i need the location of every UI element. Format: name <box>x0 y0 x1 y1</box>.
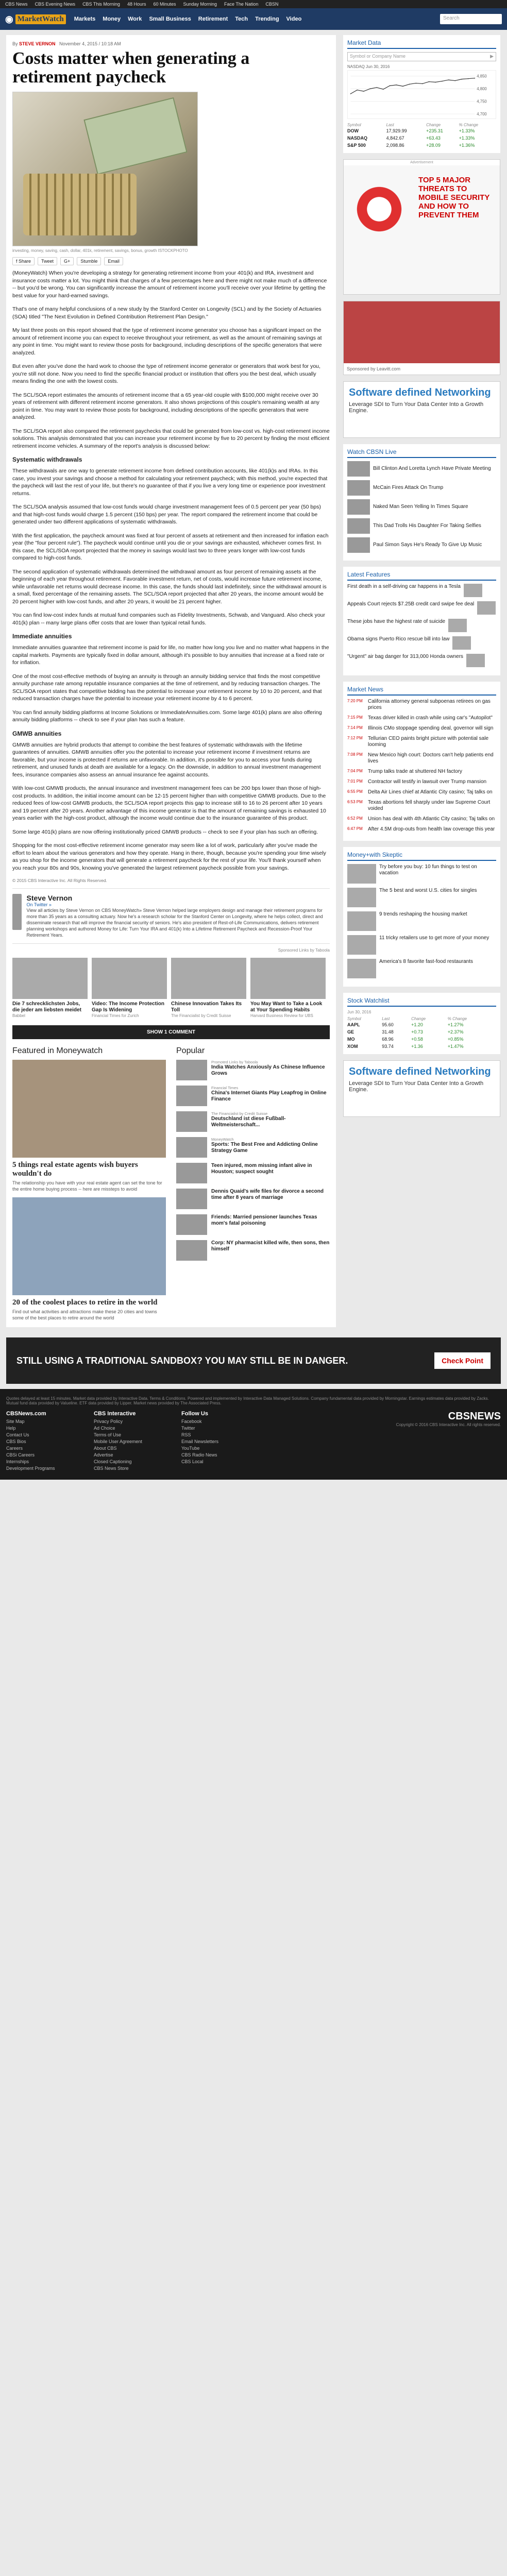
page-body <box>0 30 507 1332</box>
data-point <box>454 80 455 81</box>
footer-link[interactable]: Internships <box>6 1459 29 1464</box>
image-caption: investing, money, saving, cash, dollar, 401k, retirement, savings, bonus, growth ISTOCKPHOTO <box>12 248 188 253</box>
topbar-link[interactable]: 60 Minutes <box>153 2 176 7</box>
news-item[interactable]: 7:20 PM California attorney general subpoenas retirees on gas prices <box>347 699 491 710</box>
popular-item[interactable]: Teen injured, mom missing infant alive in Houston; suspect sought <box>176 1163 330 1183</box>
article <box>6 35 336 1327</box>
data-point <box>376 87 377 88</box>
twitter-link[interactable]: On Twitter » <box>26 902 52 907</box>
facebook-share-button[interactable]: f Share <box>12 257 35 265</box>
mm-item[interactable]: The 5 best and worst U.S. cities for singles <box>347 888 496 907</box>
data-point <box>429 81 430 82</box>
moneywatch-box: Money+with Skeptic Try before you buy: 10 fun things to test on vacation The 5 best and worst U.S. cities for singles 9 trends reshaping the housing market 11 tricky retailers use to get more of your money America's 8 favorite fast-food restaurants <box>343 847 500 987</box>
footer-link[interactable]: Mobile User Agreement <box>94 1439 143 1444</box>
video-item[interactable]: Bill Clinton And Loretta Lynch Have Private Meeting <box>347 461 496 477</box>
market-data <box>343 35 500 153</box>
nav-item[interactable]: Tech <box>235 16 248 22</box>
video-item[interactable]: Paul Simon Says He's Ready To Give Up Music <box>347 537 496 553</box>
footer-col: CBSNews.com Site Map Help Contact Us CBS Bios Careers CBSi Careers Internships Development Programs <box>6 1411 83 1472</box>
data-point <box>370 88 371 89</box>
quote-search-input[interactable]: Symbol or Company Name ▶ <box>347 52 496 61</box>
footer-copyright: Copyright © 2016 CBS Interactive Inc. All rights reserved. <box>396 1422 501 1427</box>
footer-link[interactable]: Terms of Use <box>94 1432 122 1437</box>
news-item[interactable]: 6:53 PM Texas abortions fell sharply under law Supreme Court voided <box>347 800 491 811</box>
author-box <box>12 888 330 944</box>
footer-link[interactable]: Site Map <box>6 1419 25 1424</box>
author-photo <box>12 894 22 930</box>
paragraph: One of the most cost-effective methods of buying an annuity is through an annuity bidding service that finds the most competitive annuity purchase rate among reputable insurance companies at the time of retirement, and by reducing transaction charges. The SCL/SOA report states that competitive bidding has the potential to increase your retirement income by 10 to 20 percent, and that reduced transaction charges have the potential to increase your retirement income by 4 to 6 percent. <box>12 673 322 702</box>
nav-item[interactable]: Retirement <box>198 16 228 22</box>
go-icon[interactable]: ▶ <box>490 54 494 59</box>
watch-row[interactable]: MO 68.96 +0.58 +0.85% <box>347 1037 464 1042</box>
site-logo[interactable]: ◉ MarketWatch <box>5 14 66 25</box>
cbs-eye-icon: ◉ <box>5 13 13 24</box>
footer-link[interactable]: Contact Us <box>6 1432 29 1437</box>
footer-link[interactable]: CBS Bios <box>6 1439 26 1444</box>
news-item[interactable]: 6:52 PM Union has deal with 4th Atlantic City casino; Taj talks on <box>347 816 495 822</box>
news-item[interactable]: 7:08 PM New Mexico high court: Doctors can't help patients end lives <box>347 752 494 764</box>
byline: By STEVE VERNON November 4, 2015 / 10:18 AM <box>12 41 121 46</box>
email-button[interactable]: Email <box>104 257 123 265</box>
article-title: Costs matter when generating a retirement paycheck <box>12 49 250 87</box>
data-point <box>415 83 416 84</box>
network-bar <box>0 0 507 8</box>
paragraph: Immediate annuities guarantee that retirement income is paid for life, no matter how long you live and no matter what happens in the capital markets. Payments are typically fixed in dollar amount, although it's possible to buy annuities that increase at a fixed rate or for inflation. <box>12 645 329 666</box>
footer-col: Follow Us Facebook Twitter RSS Email Newsletters YouTube CBS Radio News CBS Local <box>181 1411 259 1472</box>
topbar-link[interactable]: CBS Evening News <box>35 2 76 7</box>
latest-features: Latest Features First death in a self-driving car happens in a Tesla Appeals Court rejects $7.25B credit card swipe fee deal These jobs have the highest rate of suicide Obama signs Puerto Rico rescue bill into law "Urgent" air bag danger for 313,000 Honda owners <box>343 567 500 675</box>
data-point <box>461 79 462 80</box>
data-point <box>350 93 351 94</box>
featured-desc: Find out what activities and attractions make these 20 cities and towns some of the best places to retire around the world <box>12 1309 157 1320</box>
footer-link[interactable]: CBS News Store <box>94 1466 129 1471</box>
data-point <box>390 86 391 87</box>
popular-item[interactable]: Promoted Links by Taboola India Watches Anxiously As Chinese Influence Grows <box>176 1060 330 1080</box>
promo-row <box>12 958 330 1018</box>
popular-item[interactable]: The Financialist by Credit Suisse Deutschland ist diese Fußball-Weltmeisterschaft... <box>176 1111 330 1132</box>
feature-item[interactable]: Appeals Court rejects $7.25B credit card swipe fee deal <box>347 601 496 615</box>
mm-item[interactable]: Try before you buy: 10 fun things to test on vacation <box>347 864 496 884</box>
share-bar <box>12 257 330 265</box>
footer-link[interactable]: Twitter <box>181 1426 195 1431</box>
main-nav <box>0 8 507 30</box>
paragraph: GMWB annuities are hybrid products that attempt to combine the best features of systematic withdrawals with the lifetime guarantees of annuities. GMWB annuities offer you the potential to increase your retirement income if investment returns are favorable, but your income is protected if returns are unfavorable. In addition, it's possible for you to access your funds during retirement, and unused funds at death are available for a legacy. On the downside, in addition to annual investment management fees, insurance companies also assess an annual insurance fee against accounts. <box>12 741 321 778</box>
cbsn-box: Watch CBSN Live Bill Clinton And Loretta Lynch Have Private Meeting McCain Fires Attack On Trump Naked Man Seen Yelling In Times Square This Dad Trolls His Daughter For Taking Selfies Paul Simon Says He's Ready To Give Up Music <box>343 444 500 561</box>
section-heading: Systematic withdrawals <box>12 456 82 463</box>
topbar-link[interactable]: CBS This Morning <box>82 2 120 7</box>
software-ad[interactable]: Software defined Networking Leverage SDI to Turn Your Data Center Into a Growth Engine. <box>343 1060 500 1117</box>
paragraph: The second application of systematic withdrawals determined the withdrawal amount as four percent of remaining assets at the beginning of each year throughout retirement. Favorable investment return, net of costs, would increase future retirement income, while unfavorable net returns would decrease income. In this case, the funds should last indefinitely, since the withdrawal amount is a small, fixed percentage of the remaining assets. The SCL/SOA report projected that after 20 years, the income amount would be 20 percent higher with low-cost funds, and after 20 years, it would be 21 percent higher. <box>12 568 327 605</box>
nav-item[interactable]: Money <box>103 16 121 22</box>
featured-desc: The relationship you have with your real estate agent can set the tone for the entire home buying process -- here are missteps to avoid <box>12 1180 162 1192</box>
y-tick-label: 4,750 <box>477 99 487 104</box>
index-row[interactable]: DOW 17,929.99 +235.31 +1.33% <box>347 128 475 133</box>
footer-link[interactable]: Careers <box>6 1446 23 1451</box>
footer-col: CBS Interactive Privacy Policy Ad Choice Terms of Use Mobile User Agreement About CBS Advertise Closed Captioning CBS News Store <box>94 1411 171 1472</box>
copyright: © 2015 CBS Interactive Inc. All Rights Reserved. <box>12 878 107 883</box>
author-name[interactable]: Steve Vernon <box>26 894 73 902</box>
software-ad[interactable]: Software defined Networking Leverage SDI to Turn Your Data Center Into a Growth Engine. <box>343 381 500 438</box>
nav-item[interactable]: Markets <box>74 16 96 22</box>
popular-item[interactable]: Financial Times China's Internet Giants Play Leapfrog in Online Finance <box>176 1086 330 1106</box>
nav-item[interactable]: Video <box>286 16 302 22</box>
paragraph: Shopping for the most cost-effective retirement income generator may seem like a lot of work, particularly after you've made the effort to learn about the various generators and how they operate. Hang in there, though, because you're spending your time wisely as you shop for the income generators that will generate a retirement paycheck for the rest of your life. You'll thank yourself when you reach your 80s and 90s, knowing you've generated the largest retirement paycheck possible from your savings. <box>12 842 326 871</box>
index-table: Symbol Last Change % Change DOW 17,929.99 +235.31 +1.33% NASDAQ 4,842.67 +63.43 +1.33% S&P 500 2,098.86 +28.09 +1.36% <box>347 123 496 149</box>
news-item[interactable]: 7:15 PM Texas driver killed in crash while using car's "Autopilot" <box>347 715 493 721</box>
paragraph: But even after you've done the hard work to choose the type of retirement income generator or generators that work best for you, you're still not done. Now you need to find the specific financial product or institution that offers you the best deal, which usually means finding the one with the lowest costs. <box>12 363 320 384</box>
feature-item[interactable]: These jobs have the highest rate of suicide <box>347 619 496 632</box>
index-row[interactable]: S&P 500 2,098.86 +28.09 +1.36% <box>347 143 475 148</box>
news-item[interactable]: 7:01 PM Contractor will testify in lawsuit over Trump mansion <box>347 779 487 785</box>
sponsored-ad[interactable] <box>343 301 500 375</box>
data-point <box>435 82 436 83</box>
footer-legal: Quotes delayed at least 15 minutes. Market data provided by Interactive Data. Terms & Conditions. Powered and implemented by Interactive Data Managed Solutions. Company fundamental data provided by Morningstar. Earnings estimates data provided by Zacks. Mutual fund data provided by Valueline. ETF data provided by Lipper. Market news provided by The Associated Press. <box>6 1396 489 1405</box>
footer-link[interactable]: Privacy Policy <box>94 1419 123 1424</box>
topbar-link[interactable]: Face The Nation <box>224 2 259 7</box>
banner-ad[interactable]: STILL USING A TRADITIONAL SANDBOX? YOU MAY STILL BE IN DANGER. Check Point <box>6 1337 501 1384</box>
article-date: November 4, 2015 / 10:18 AM <box>59 41 121 46</box>
featured-title[interactable]: 20 of the coolest places to retire in the world <box>12 1298 158 1307</box>
footer-link[interactable]: Help <box>6 1426 16 1431</box>
nav-menu <box>74 16 302 22</box>
footer-link[interactable]: Email Newsletters <box>181 1439 219 1444</box>
feature-item[interactable]: Obama signs Puerto Rico rescue bill into law <box>347 636 496 650</box>
market-heading: Market Data <box>347 39 496 49</box>
cbs-news-logo[interactable]: CBSNEWS <box>448 1411 501 1422</box>
news-item[interactable]: 6:55 PM Delta Air Lines chief at Atlantic City casino; Taj talks on <box>347 789 493 795</box>
nav-item[interactable]: Small Business <box>149 16 191 22</box>
topbar-link[interactable]: Sunday Morning <box>183 2 217 7</box>
footer-link[interactable]: Ad Choice <box>94 1426 115 1431</box>
footer-link[interactable]: RSS <box>181 1432 191 1437</box>
paragraph: The SCL/SOA report estimates the amounts of retirement income that a 65 year-old couple with $100,000 might receive over 30 years of retirement with different retirement income generators. It also shows projections of this couple's remaining wealth at any point in time. You may want to review those posts for background, including descriptions of the specific generators that were analyzed. <box>12 392 319 420</box>
popular-item[interactable]: Dennis Quaid's wife files for divorce a second time after 8 years of marriage <box>176 1189 330 1209</box>
index-row[interactable]: NASDAQ 4,842.67 +63.43 +1.33% <box>347 135 475 141</box>
section-heading: GMWB annuities <box>12 730 62 737</box>
footer-link[interactable]: CBS Local <box>181 1459 204 1464</box>
promo-card[interactable]: Video: The Income Protection Gap Is Widening Financial Times for Zurich <box>92 958 167 1018</box>
paragraph: You can find low-cost index funds at mutual fund companies such as Fidelity Investments, Schwab, and Vanguard. Also check your 401(k) plan -- many large plans offer costs that are lower than typical retail funds. <box>12 612 326 626</box>
data-point <box>409 84 410 85</box>
nav-item[interactable]: Trending <box>255 16 279 22</box>
paragraph: With low-cost GMWB products, the annual insurance and investment management fees can be 200 bps lower than those of high-cost products. In addition, the initial income amount can be 12-15 percent higher than with competitive GMWB products. Due to the reduced fees of low-cost GMWB products, the SCL/SOA report projects this gap to increase still to 16 to 26 percent after 10 years and 19 percent after 20 years. Another advantage of this income generator is that the amount of remaining savings is exhausted 10 years earlier with the high-cost product, although the income would continue due to the insurance guarantee of this product. <box>12 785 326 821</box>
footer-link[interactable]: CBS Radio News <box>181 1452 217 1458</box>
y-tick-label: 4,850 <box>477 74 487 79</box>
stumble-button[interactable]: Stumble <box>77 257 101 265</box>
popular-item[interactable]: MoneyWatch Sports: The Best Free and Addicting Online Strategy Game <box>176 1137 330 1158</box>
watch-row[interactable]: AAPL 95.60 +1.20 +1.27% <box>347 1022 464 1027</box>
nasdaq-chart <box>347 70 496 119</box>
news-item[interactable]: 7:14 PM Illinois CMo stoppage spending deal, governor will sign <box>347 725 494 731</box>
paragraph: The SCL/SOA report also compared the retirement paychecks that could be generated from low-cost vs. high-cost retirement income solutions. This analysis demonstrated that you can increase your retirement income by five to 20 percent by finding the most efficient retirement income vehicles. A summary of the report's analysis is discussed below: <box>12 428 330 449</box>
data-point <box>448 79 449 80</box>
popular-item[interactable]: Corp: NY pharmacist killed wife, then sons, then himself <box>176 1240 330 1261</box>
paragraph: These withdrawals are one way to generate retirement income from defined contribution accounts, like 401(k)s and IRAs. In this case, you invest your savings and choose a method for calculating your retirement paycheck; with this method, you're expected that the paycheck will last the rest of your life, but there's no guarantee of that if you live a very long time or experience poor investment returns. <box>12 468 328 497</box>
footer-link[interactable]: Development Programs <box>6 1466 55 1471</box>
footer-link[interactable]: CBSi Careers <box>6 1452 35 1458</box>
mm-item[interactable]: 9 trends reshaping the housing market <box>347 911 496 931</box>
stock-watchlist: Stock Watchlist Jun 30, 2016 Symbol Last Change % Change AAPL 95.60 +1.20 +1.27% GE 31.48 +0.73 +2.37% MO 68.96 +0.58 +0.85% XOM 93.74 +1.36 +1.47% <box>343 993 500 1054</box>
data-point <box>422 83 423 84</box>
lock-icon <box>351 181 408 238</box>
paragraph: That's one of many helpful conclusions of a new study by the Stanford Center on Longevity (SCL) and by the Society of Actuaries (SOA) titled "The Next Evolution in Defined Contribution Retirement Plan Design." <box>12 306 322 320</box>
promo-card[interactable]: Die 7 schrecklichsten Jobs, die jeder am liebsten meidet Babbel <box>12 958 88 1018</box>
paragraph: (MoneyWatch) When you're developing a strategy for generating retirement income from your 401(k) and IRA, investment and insurance costs matter a lot. You might think that charges of a few percentages here and there might not make much of a difference -- but you'd be wrong. You can significantly increase the amount of retirement income you'll receive over your lifetime by getting the best value for your hard-earned savings. <box>12 270 327 299</box>
topbar-link[interactable]: CBSN <box>265 2 279 7</box>
chart-title: NASDAQ Jun 30, 2016 <box>347 64 390 69</box>
paragraph: You can find annuity bidding platforms at Income Solutions or ImmediateAnnuities.com. Some large 401(k) plans are also offering annuity bidding platforms -- check to see if your plan has such a feature. <box>12 709 322 723</box>
data-point <box>468 78 469 79</box>
show-comments-button[interactable]: SHOW 1 COMMENT <box>12 1025 330 1039</box>
data-point <box>475 78 476 79</box>
section-heading: Immediate annuities <box>12 633 72 640</box>
data-point <box>363 91 364 92</box>
footer-link[interactable]: YouTube <box>181 1446 200 1451</box>
footer-link[interactable]: Closed Captioning <box>94 1459 132 1464</box>
data-point <box>442 81 443 82</box>
video-item[interactable]: McCain Fires Attack On Trump <box>347 480 496 496</box>
paragraph: Some large 401(k) plans are now offering institutionally priced GMWB products -- check to see if your plan has such an offering. <box>12 828 318 835</box>
video-item[interactable]: This Dad Trolls His Daughter For Taking Selfies <box>347 518 496 534</box>
promo-card[interactable]: You May Want to Take a Look at Your Spending Habits Harvard Business Review for UBS <box>250 958 326 1018</box>
footer <box>0 1389 507 1480</box>
featured-image[interactable] <box>12 1197 166 1295</box>
popular-heading: Popular <box>176 1046 205 1055</box>
display-ad[interactable]: Advertisement TOP 5 MAJOR THREATS TO MOBILE SECURITY AND HOW TO PREVENT THEM <box>343 159 500 295</box>
market-news: Market News 7:20 PM California attorney general subpoenas retirees on gas prices 7:15 PM Texas driver killed in crash while using car's "Autopilot" 7:14 PM Illinois CMo stoppage spending deal, governor will sign 7:12 PM Tellurian CEO paints bright picture with potential sale looming 7:08 PM New Mexico high court: Doctors can't help patients end lives 7:04 PM Trump talks trade at shuttered NH factory 7:01 PM Contractor will testify in lawsuit over Trump mansion 6:55 PM Delta Air Lines chief at Atlantic City casino; Taj talks on 6:53 PM Texas abortions fell sharply under law Supreme Court voided 6:52 PM Union has deal with 4th Atlantic City casino; Taj talks on 6:47 PM After 4.5M drop-outs from health law coverage this year <box>343 682 500 841</box>
checkpoint-logo: Check Point <box>434 1352 491 1369</box>
video-item[interactable]: Naked Man Seen Yelling In Times Square <box>347 499 496 515</box>
data-point <box>402 86 403 87</box>
paragraph: The SCL/SOA analysis assumed that low-cost funds would charge investment management fees of 0.5 percent per year (50 bps) and that high-cost funds would charge 1.5 percent (150 bps) per year. The report compared the retirement income that could be generated under two different applications of systematic withdrawals. <box>12 504 321 525</box>
topbar-link[interactable]: 48 Hours <box>127 2 146 7</box>
promo-label: Sponsored Links by Taboola <box>278 948 330 953</box>
tweet-button[interactable]: Tweet <box>38 257 57 265</box>
feature-item[interactable]: "Urgent" air bag danger for 313,000 Honda owners <box>347 654 496 667</box>
author-link[interactable]: STEVE VERNON <box>19 41 56 46</box>
hero-image <box>12 92 198 246</box>
data-point <box>396 84 397 86</box>
featured-heading: Featured in Moneywatch <box>12 1046 103 1055</box>
y-tick-label: 4,800 <box>477 87 487 92</box>
popular-item[interactable]: Friends: Married pensioner launches Texas mom's fatal poisoning <box>176 1214 330 1235</box>
nav-item[interactable]: Work <box>128 16 142 22</box>
paragraph: My last three posts on this report showed that the type of retirement income generator you choose has a significant impact on the amount of retirement income you can expect to receive throughout your retirement, as well as the amount of remaining savings at any point in time. You might want to review those posts for background, including descriptions of the specific generators that were analyzed. <box>12 327 322 356</box>
popular-section <box>176 1046 330 1321</box>
sponsored-label: Sponsored by Leavitt.com <box>347 366 401 371</box>
featured-image[interactable] <box>12 1060 166 1158</box>
watch-row[interactable]: XOM 93.74 +1.36 +1.47% <box>347 1044 464 1049</box>
feature-item[interactable]: First death in a self-driving car happens in a Tesla <box>347 584 496 597</box>
y-tick-label: 4,700 <box>477 112 487 117</box>
google-plus-button[interactable]: G+ <box>60 257 74 265</box>
watch-row[interactable]: GE 31.48 +0.73 +2.37% <box>347 1029 464 1035</box>
mm-item[interactable]: 11 tricky retailers use to get more of your money <box>347 935 496 955</box>
search-input[interactable]: Search <box>440 14 502 24</box>
featured-section <box>12 1046 166 1321</box>
promo-card[interactable]: Chinese Innovation Takes Its Toll The Financialist by Credit Suisse <box>171 958 246 1018</box>
news-item[interactable]: 6:47 PM After 4.5M drop-outs from health law coverage this year <box>347 826 495 832</box>
data-point <box>357 90 358 91</box>
footer-link[interactable]: About CBS <box>94 1446 117 1451</box>
sidebar <box>343 35 500 1327</box>
footer-link[interactable]: Facebook <box>181 1419 202 1424</box>
topbar-link[interactable]: CBS News <box>5 2 28 7</box>
footer-link[interactable]: Advertise <box>94 1452 113 1458</box>
news-item[interactable]: 7:04 PM Trump talks trade at shuttered NH factory <box>347 769 463 774</box>
series-line <box>350 78 475 94</box>
paragraph: With the first application, the paycheck amount was fixed at four percent of assets at retirement and then increased for inflation each year (the "four percent rule"). The paycheck would continue until you die or your savings are exhausted, whichever comes first. In this case, the SCL/SOA report projected that the money in savings would last two to three years longer with low-cost funds compared to high-cost funds. <box>12 532 329 561</box>
mm-item[interactable]: America's 8 favorite fast-food restaurants <box>347 959 496 978</box>
news-item[interactable]: 7:12 PM Tellurian CEO paints bright picture with potential sale looming <box>347 736 489 748</box>
author-bio: View all articles by Steve Vernon on CBS MoneyWatch» Steve Vernon helped large employers design and manage their retirement programs for more than 35 years as a consulting actuary. Now he's a research scholar for the Stanford Center on Longevity, where he helps collect, direct and disseminate research that will improve the financial security of seniors. He's also president of Rest-of-Life Communications, delivers retirement planning workshops and authored Money for Life: Turn Your IRA and 401(k) Into a Lifetime Retirement Paycheck and Recession-Proof Your Retirement Years. <box>26 908 323 938</box>
featured-title[interactable]: 5 things real estate agents wish buyers wouldn't do <box>12 1161 138 1178</box>
data-point <box>383 89 384 90</box>
ad-headline: TOP 5 MAJOR THREATS TO MOBILE SECURITY AND HOW TO PREVENT THEM <box>418 176 490 219</box>
